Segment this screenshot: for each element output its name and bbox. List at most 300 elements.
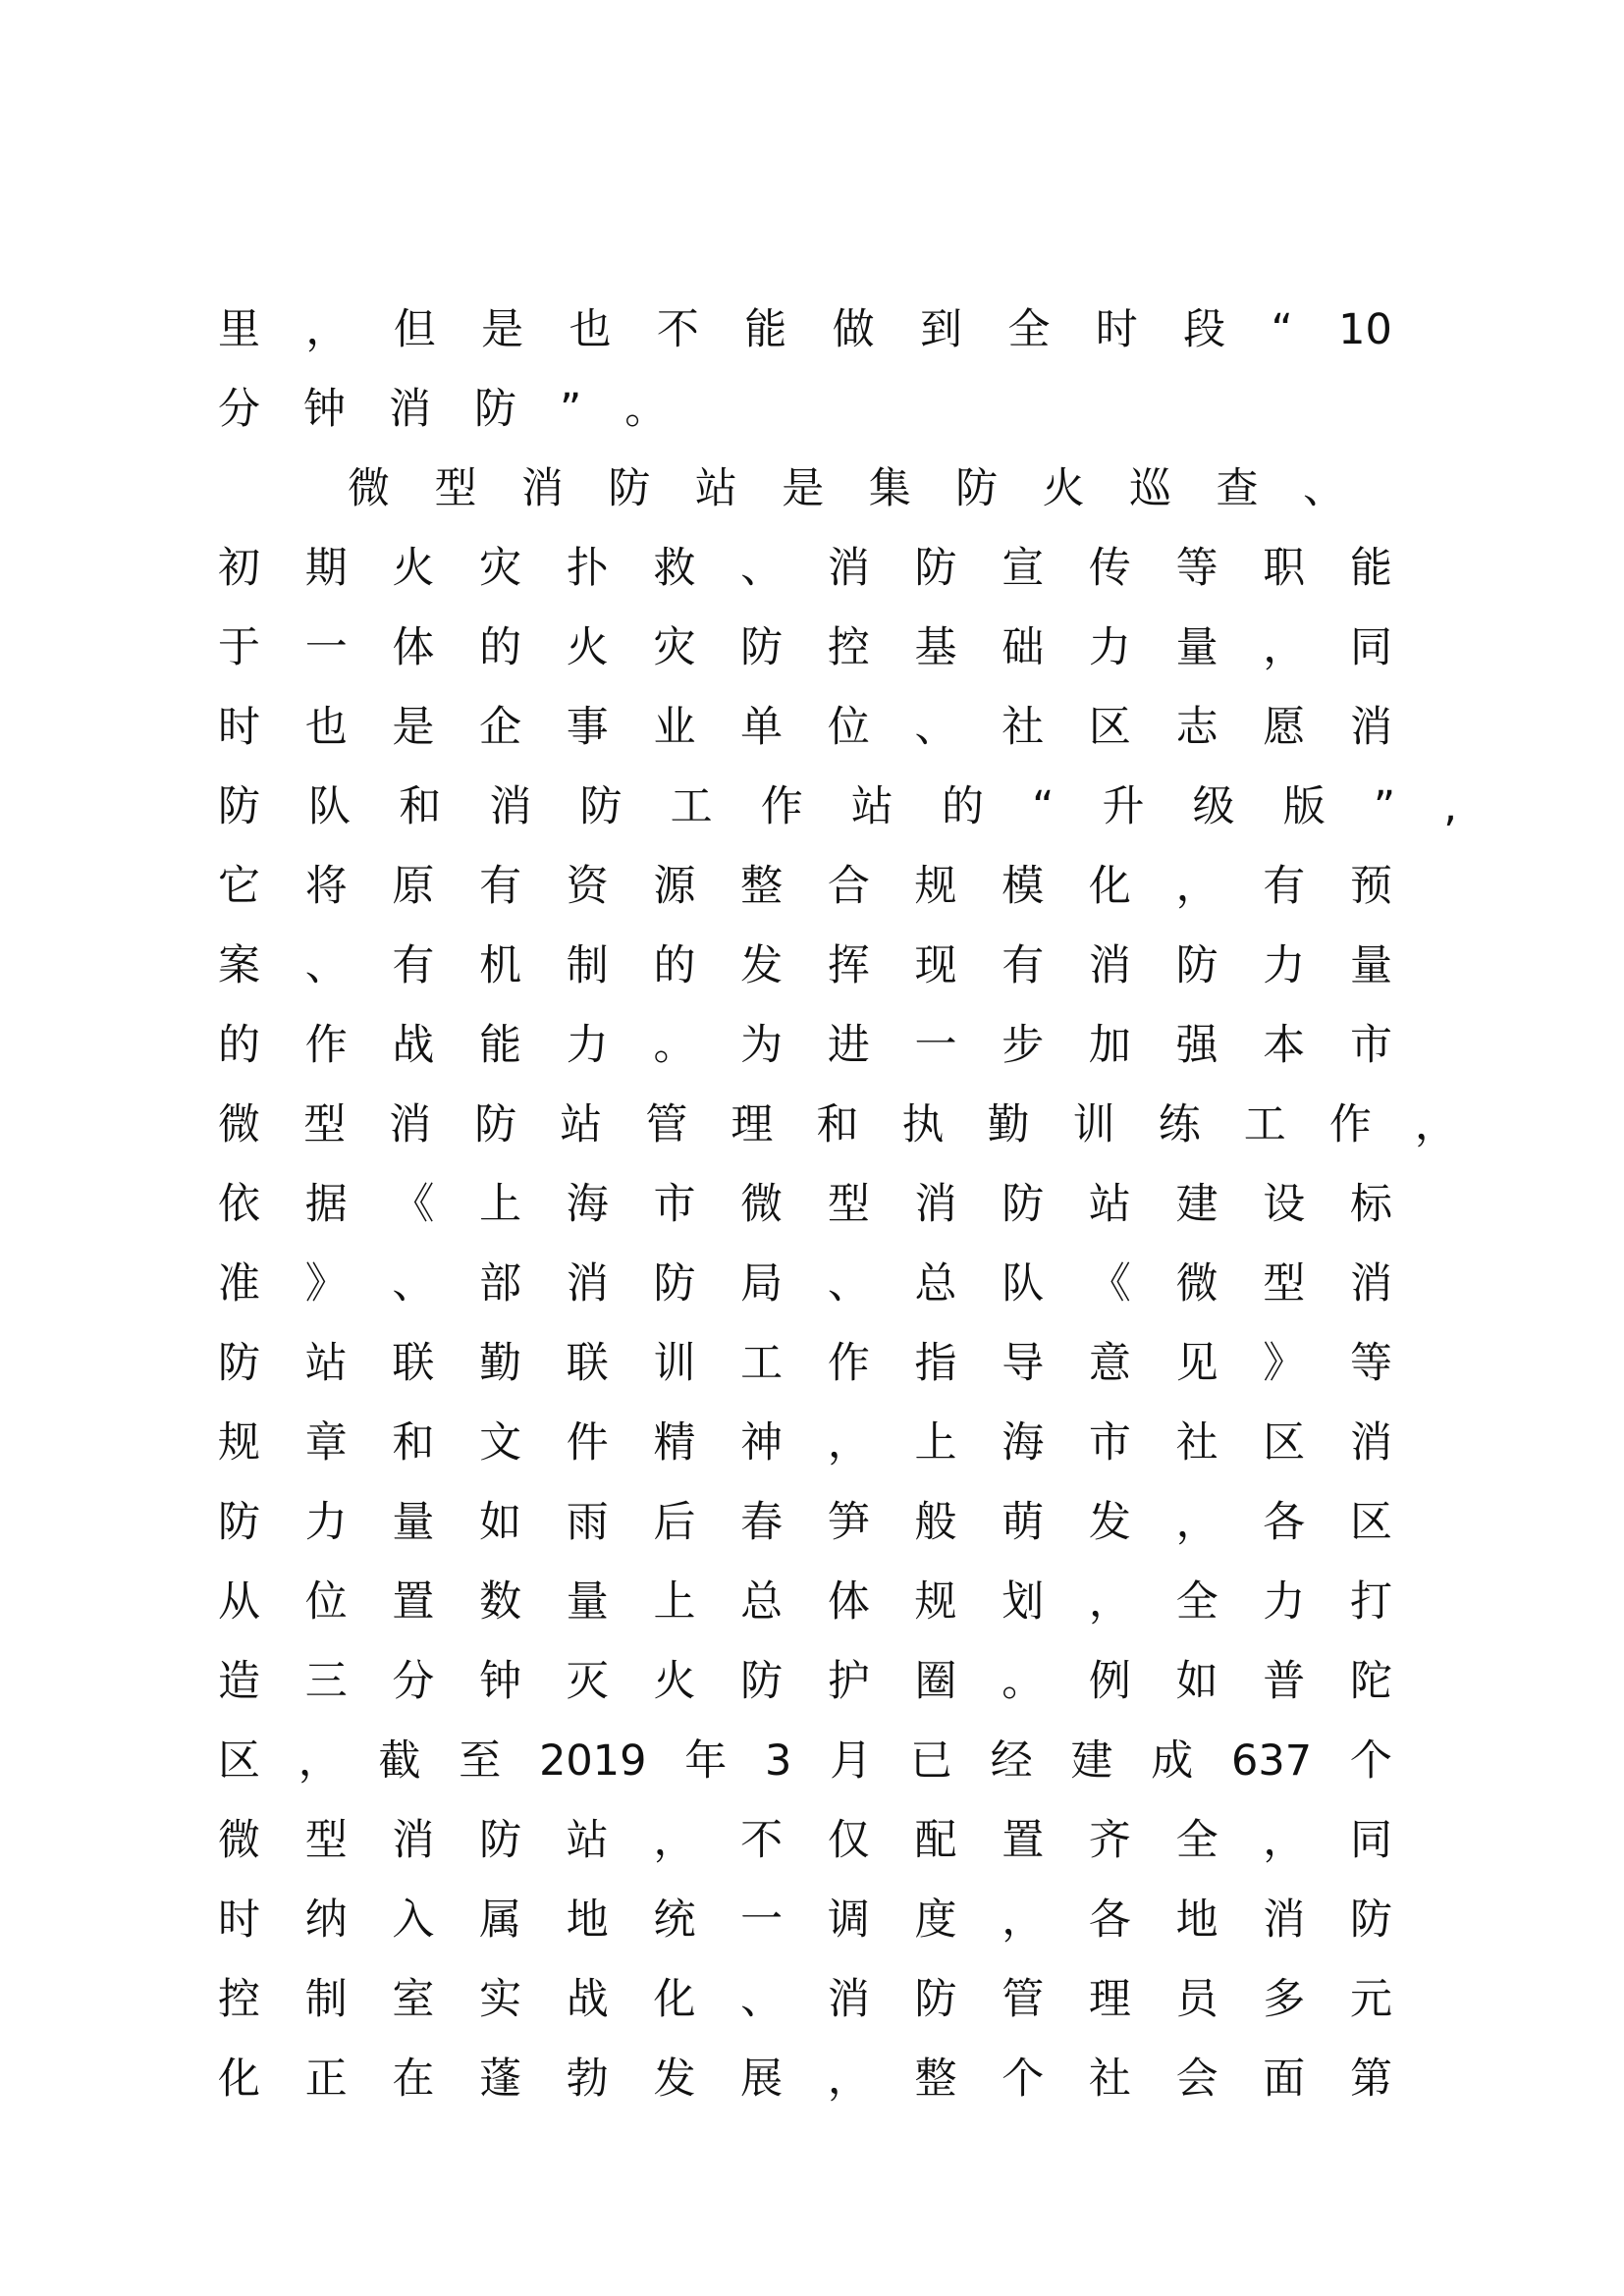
text-glyph: 原 [392, 862, 435, 911]
text-glyph: 理 [1088, 1975, 1131, 2024]
text-glyph: 防 [474, 385, 516, 434]
text-glyph: 是 [392, 703, 435, 752]
text-glyph: 的 [653, 941, 696, 990]
text-glyph: 消 [1349, 1259, 1392, 1308]
text-glyph: 调 [827, 1896, 870, 1945]
text-glyph: 年 [684, 1736, 728, 1786]
text-glyph: 和 [392, 1418, 435, 1468]
text-glyph: 实 [479, 1975, 522, 2024]
text-glyph: 初 [218, 544, 260, 593]
text-glyph: 集 [868, 464, 911, 513]
text-glyph: 力 [1263, 1577, 1306, 1627]
text-line [218, 1722, 1392, 1801]
text-glyph: 级 [1192, 782, 1235, 831]
text-glyph: 防 [579, 782, 623, 831]
text-glyph: 业 [653, 703, 696, 752]
text-glyph: 消 [827, 544, 870, 593]
text-glyph: 配 [914, 1816, 957, 1865]
text-line [218, 1801, 1392, 1881]
text-glyph: ， [305, 305, 349, 354]
text-glyph: 室 [392, 1975, 435, 2024]
text-glyph: 如 [479, 1498, 522, 1547]
text-glyph: 事 [566, 703, 609, 752]
text-glyph: 总 [914, 1259, 957, 1308]
text-glyph: 防 [608, 464, 651, 513]
text-glyph: 面 [1263, 2055, 1306, 2104]
text-glyph: 据 [304, 1180, 348, 1229]
text-glyph: 传 [1088, 544, 1131, 593]
text-glyph: 仅 [827, 1816, 870, 1865]
text-glyph: 全 [1175, 1577, 1218, 1627]
text-glyph: 章 [304, 1418, 348, 1468]
text-line [218, 1404, 1392, 1483]
text-glyph: 区 [1263, 1418, 1306, 1468]
text-glyph: 火 [392, 544, 435, 593]
text-glyph: 置 [1001, 1816, 1045, 1865]
text-glyph: ， [1088, 1577, 1131, 1627]
text-line [218, 370, 1396, 450]
text-glyph: 机 [479, 941, 522, 990]
text-glyph: 。 [653, 1021, 696, 1070]
text-glyph: 建 [1070, 1736, 1113, 1786]
text-glyph: 化 [1088, 862, 1131, 911]
text-glyph: 截 [378, 1736, 421, 1786]
text-glyph: 规 [914, 862, 957, 911]
text-glyph: 火 [653, 1657, 696, 1706]
text-glyph: 有 [479, 862, 522, 911]
text-glyph: 段 [1183, 305, 1226, 354]
text-glyph: 灭 [566, 1657, 609, 1706]
text-glyph: 消 [566, 1259, 609, 1308]
text-line [218, 529, 1392, 609]
text-glyph: 制 [304, 1975, 348, 2024]
text-line [218, 768, 1457, 847]
text-glyph: 微 [218, 1100, 260, 1149]
text-glyph: 造 [218, 1657, 260, 1706]
text-glyph: 消 [914, 1180, 957, 1229]
text-line [218, 1006, 1392, 1086]
text-glyph: 联 [392, 1339, 435, 1388]
text-line [218, 1483, 1392, 1563]
text-glyph: 站 [566, 1816, 609, 1865]
text-glyph: 工 [740, 1339, 784, 1388]
text-glyph: 三 [304, 1657, 348, 1706]
text-glyph: 笋 [827, 1498, 870, 1547]
text-glyph: 战 [392, 1021, 435, 1070]
text-glyph: 在 [392, 2055, 435, 2104]
text-glyph: 勤 [987, 1100, 1030, 1149]
text-line [218, 291, 1392, 370]
text-glyph: 统 [653, 1896, 696, 1945]
text-glyph: 勤 [479, 1339, 522, 1388]
text-glyph: 和 [816, 1100, 859, 1149]
text-glyph: 管 [645, 1100, 688, 1149]
text-glyph: 发 [653, 2055, 696, 2104]
text-glyph: 圈 [914, 1657, 957, 1706]
text-line [218, 1086, 1457, 1165]
text-glyph: 有 [392, 941, 435, 990]
text-glyph: ， [1175, 862, 1218, 911]
text-glyph: 准 [218, 1259, 260, 1308]
text-glyph: 预 [1349, 862, 1392, 911]
text-glyph: 型 [303, 1100, 347, 1149]
text-glyph: 宣 [1001, 544, 1045, 593]
text-glyph: 体 [827, 1577, 870, 1627]
text-glyph: 、 [1302, 464, 1345, 513]
text-glyph: 元 [1349, 1975, 1392, 2024]
text-glyph: 多 [1263, 1975, 1306, 2024]
text-glyph: 文 [479, 1418, 522, 1468]
text-glyph: ， [827, 2055, 870, 2104]
text-line [348, 450, 1345, 529]
text-glyph: 、 [914, 703, 957, 752]
text-glyph: 护 [827, 1657, 870, 1706]
text-glyph: 站 [850, 782, 893, 831]
text-glyph: 海 [566, 1180, 609, 1229]
text-glyph: 2019 [539, 1736, 647, 1786]
text-line [218, 927, 1392, 1006]
text-glyph: 消 [520, 464, 564, 513]
text-glyph: 控 [218, 1975, 260, 2024]
text-glyph: 见 [1175, 1339, 1218, 1388]
text-glyph: 消 [1349, 1418, 1392, 1468]
text-glyph: 正 [304, 2055, 348, 2104]
text-glyph: 体 [392, 623, 435, 672]
text-glyph: 防 [653, 1259, 696, 1308]
text-glyph: 局 [740, 1259, 784, 1308]
text-glyph: 消 [1088, 941, 1131, 990]
text-glyph: 微 [218, 1816, 260, 1865]
text-glyph: 执 [901, 1100, 945, 1149]
text-glyph: 火 [566, 623, 609, 672]
text-glyph: 例 [1088, 1657, 1131, 1706]
text-glyph: 钟 [303, 385, 346, 434]
text-glyph: ， [1414, 1100, 1457, 1149]
text-glyph: 10 [1338, 305, 1392, 354]
text-glyph: 灾 [479, 544, 522, 593]
text-glyph: 的 [479, 623, 522, 672]
text-glyph: 力 [1088, 623, 1131, 672]
text-glyph: 从 [218, 1577, 260, 1627]
text-glyph: 消 [392, 1816, 435, 1865]
text-glyph: 后 [653, 1498, 696, 1547]
text-glyph: 版 [1282, 782, 1326, 831]
text-glyph: 练 [1158, 1100, 1201, 1149]
text-glyph: 联 [566, 1339, 609, 1388]
text-glyph: 637 [1230, 1736, 1313, 1786]
text-glyph: 做 [832, 305, 875, 354]
text-glyph: 全 [1007, 305, 1051, 354]
text-glyph: 、 [304, 941, 348, 990]
text-glyph: 个 [1349, 1736, 1392, 1786]
text-glyph: 齐 [1088, 1816, 1131, 1865]
text-glyph: 。 [624, 385, 668, 434]
text-glyph: 发 [1088, 1498, 1131, 1547]
text-glyph: 消 [389, 1100, 432, 1149]
text-glyph: 位 [304, 1577, 348, 1627]
text-glyph: 战 [566, 1975, 609, 2024]
text-glyph: 进 [827, 1021, 870, 1070]
text-glyph: 《 [1088, 1259, 1131, 1308]
text-line [218, 1881, 1392, 1960]
text-glyph: 案 [218, 941, 260, 990]
text-glyph: , [1443, 782, 1457, 831]
text-glyph: 作 [1328, 1100, 1372, 1149]
text-line [218, 1245, 1392, 1324]
text-glyph: 普 [1263, 1657, 1306, 1706]
text-glyph: 至 [459, 1736, 502, 1786]
text-glyph: 同 [1349, 623, 1392, 672]
text-glyph: 总 [740, 1577, 784, 1627]
text-glyph: 力 [304, 1498, 348, 1547]
text-glyph: 到 [920, 305, 962, 354]
text-line [218, 1563, 1392, 1642]
text-glyph: 地 [566, 1896, 609, 1945]
text-glyph: 站 [304, 1339, 348, 1388]
text-glyph: 纳 [304, 1896, 348, 1945]
text-glyph: 3 [765, 1736, 792, 1786]
text-glyph: 防 [740, 1657, 784, 1706]
text-glyph: 防 [1349, 1896, 1392, 1945]
text-glyph: 春 [740, 1498, 784, 1547]
text-glyph: 如 [1175, 1657, 1218, 1706]
text-glyph: 于 [218, 623, 260, 672]
text-glyph: 步 [1001, 1021, 1045, 1070]
text-glyph: 防 [479, 1816, 522, 1865]
text-glyph: 、 [827, 1259, 870, 1308]
text-glyph: 海 [1001, 1418, 1045, 1468]
text-glyph: 站 [560, 1100, 603, 1149]
text-glyph: 员 [1175, 1975, 1218, 2024]
text-glyph: 陀 [1349, 1657, 1392, 1706]
text-glyph: 精 [653, 1418, 696, 1468]
text-glyph: 经 [990, 1736, 1033, 1786]
text-glyph: 蓬 [479, 2055, 522, 2104]
text-glyph: 等 [1349, 1339, 1392, 1388]
text-glyph: 队 [1001, 1259, 1045, 1308]
text-glyph: 也 [568, 305, 612, 354]
text-glyph: 火 [1042, 464, 1085, 513]
text-glyph: 合 [827, 862, 870, 911]
text-glyph: 不 [740, 1816, 784, 1865]
text-glyph: 愿 [1263, 703, 1306, 752]
text-glyph: 》 [304, 1259, 348, 1308]
text-glyph: 它 [218, 862, 260, 911]
text-glyph: 力 [1263, 941, 1306, 990]
text-glyph: 、 [740, 544, 784, 593]
text-glyph: 设 [1263, 1180, 1306, 1229]
text-glyph: 基 [914, 623, 957, 672]
text-glyph: 作 [827, 1339, 870, 1388]
text-glyph: 微 [740, 1180, 784, 1229]
text-glyph: 萌 [1001, 1498, 1045, 1547]
text-glyph: 现 [914, 941, 957, 990]
text-glyph: 力 [566, 1021, 609, 1070]
text-glyph: 有 [1001, 941, 1045, 990]
text-glyph: 消 [827, 1975, 870, 2024]
text-glyph: 规 [914, 1577, 957, 1627]
text-glyph: 灾 [653, 623, 696, 672]
text-glyph: 上 [479, 1180, 522, 1229]
text-glyph: 为 [740, 1021, 784, 1070]
text-glyph: 意 [1088, 1339, 1131, 1388]
text-line [218, 1642, 1392, 1722]
text-glyph: 挥 [827, 941, 870, 990]
text-glyph: 整 [740, 862, 784, 911]
text-glyph: 巡 [1129, 464, 1172, 513]
text-glyph: 模 [1001, 862, 1045, 911]
text-glyph: 分 [218, 385, 260, 434]
text-glyph: 管 [1001, 1975, 1045, 2024]
text-glyph: 发 [740, 941, 784, 990]
text-glyph: 规 [218, 1418, 260, 1468]
text-glyph: 升 [1102, 782, 1145, 831]
text-glyph: 作 [304, 1021, 348, 1070]
text-glyph: 件 [566, 1418, 609, 1468]
text-glyph: 微 [1175, 1259, 1218, 1308]
text-glyph: 将 [304, 862, 348, 911]
text-glyph: 源 [653, 862, 696, 911]
text-glyph: ， [653, 1816, 696, 1865]
text-glyph: 《 [392, 1180, 435, 1229]
text-glyph: 消 [489, 782, 532, 831]
text-glyph: 置 [392, 1577, 435, 1627]
text-glyph: 量 [566, 1577, 609, 1627]
text-glyph: 有 [1263, 862, 1306, 911]
text-glyph: 站 [694, 464, 737, 513]
text-glyph: 属 [479, 1896, 522, 1945]
text-glyph: 单 [740, 703, 784, 752]
text-glyph: 队 [308, 782, 352, 831]
text-glyph: 度 [914, 1896, 957, 1945]
text-glyph: 消 [389, 385, 431, 434]
text-glyph: 整 [914, 2055, 957, 2104]
text-glyph: 型 [827, 1180, 870, 1229]
text-glyph: 月 [830, 1736, 873, 1786]
text-glyph: ， [1263, 623, 1306, 672]
text-glyph: 各 [1263, 1498, 1306, 1547]
text-glyph: 理 [731, 1100, 774, 1149]
text-glyph: 一 [740, 1896, 784, 1945]
text-glyph: 勃 [566, 2055, 609, 2104]
text-glyph: 打 [1349, 1577, 1392, 1627]
text-glyph: 企 [479, 703, 522, 752]
text-glyph: 各 [1088, 1896, 1131, 1945]
text-glyph: 时 [218, 703, 260, 752]
text-glyph: 、 [392, 1259, 435, 1308]
text-glyph: 站 [1088, 1180, 1131, 1229]
text-glyph: 位 [827, 703, 870, 752]
text-glyph: 神 [740, 1418, 784, 1468]
text-glyph: ” [560, 385, 582, 434]
text-glyph: 、 [740, 1975, 784, 2024]
text-glyph: 是 [481, 305, 524, 354]
text-glyph: 个 [1001, 2055, 1045, 2104]
text-line [218, 1324, 1392, 1404]
text-glyph: 能 [744, 305, 787, 354]
text-glyph: 会 [1175, 2055, 1218, 2104]
text-glyph: 强 [1175, 1021, 1218, 1070]
text-glyph: 时 [1095, 305, 1138, 354]
text-glyph: ， [1175, 1498, 1218, 1547]
text-glyph: 但 [393, 305, 436, 354]
text-glyph: 防 [474, 1100, 517, 1149]
text-glyph: 资 [566, 862, 609, 911]
text-glyph: 依 [218, 1180, 260, 1229]
text-glyph: 查 [1216, 464, 1259, 513]
text-glyph: “ [1032, 782, 1055, 831]
text-glyph: 不 [656, 305, 699, 354]
text-glyph: 的 [942, 782, 984, 831]
text-glyph: 志 [1175, 703, 1218, 752]
text-glyph: ， [827, 1418, 870, 1468]
text-glyph: 本 [1263, 1021, 1306, 1070]
text-glyph: 防 [914, 1975, 957, 2024]
text-glyph: 建 [1175, 1180, 1218, 1229]
text-glyph: 市 [653, 1180, 696, 1229]
text-glyph: 防 [740, 623, 784, 672]
text-glyph: 制 [566, 941, 609, 990]
text-glyph: 区 [1349, 1498, 1392, 1547]
text-glyph: 上 [914, 1418, 957, 1468]
text-glyph: ， [1001, 1896, 1045, 1945]
text-glyph: 时 [218, 1896, 260, 1945]
text-glyph: 数 [479, 1577, 522, 1627]
text-glyph: 能 [1349, 544, 1392, 593]
text-glyph: 区 [1088, 703, 1131, 752]
text-line [218, 2040, 1392, 2119]
text-glyph: 。 [1001, 1657, 1045, 1706]
text-glyph: 钟 [479, 1657, 522, 1706]
text-glyph: 消 [1349, 703, 1392, 752]
text-glyph: 化 [218, 2055, 260, 2104]
text-glyph: ， [1263, 1816, 1306, 1865]
text-glyph: 训 [653, 1339, 696, 1388]
text-glyph: 消 [1263, 1896, 1306, 1945]
text-glyph: 化 [653, 1975, 696, 2024]
text-glyph: 量 [1175, 623, 1218, 672]
text-glyph: 全 [1175, 1816, 1218, 1865]
text-glyph: 雨 [566, 1498, 609, 1547]
text-glyph: 成 [1151, 1736, 1194, 1786]
text-glyph: 工 [1243, 1100, 1286, 1149]
text-glyph: 救 [653, 544, 696, 593]
text-glyph: 型 [304, 1816, 348, 1865]
text-glyph: ” [1373, 782, 1396, 831]
text-glyph: 同 [1349, 1816, 1392, 1865]
text-glyph: “ [1271, 305, 1293, 354]
text-glyph: 上 [653, 1577, 696, 1627]
text-line [218, 609, 1392, 688]
text-glyph: 市 [1349, 1021, 1392, 1070]
text-glyph: 社 [1001, 703, 1045, 752]
text-glyph: 一 [914, 1021, 957, 1070]
text-glyph: 导 [1001, 1339, 1045, 1388]
text-glyph: 分 [392, 1657, 435, 1706]
text-glyph: 是 [782, 464, 825, 513]
text-glyph: 也 [304, 703, 348, 752]
text-glyph: 社 [1088, 2055, 1131, 2104]
text-glyph: 职 [1263, 544, 1306, 593]
text-glyph: 防 [1175, 941, 1218, 990]
text-glyph: 等 [1175, 544, 1218, 593]
text-glyph: 的 [218, 1021, 260, 1070]
text-glyph: 市 [1088, 1418, 1131, 1468]
text-glyph: 工 [670, 782, 713, 831]
text-glyph: 防 [1001, 1180, 1045, 1229]
text-glyph: 般 [914, 1498, 957, 1547]
text-glyph: 训 [1072, 1100, 1115, 1149]
